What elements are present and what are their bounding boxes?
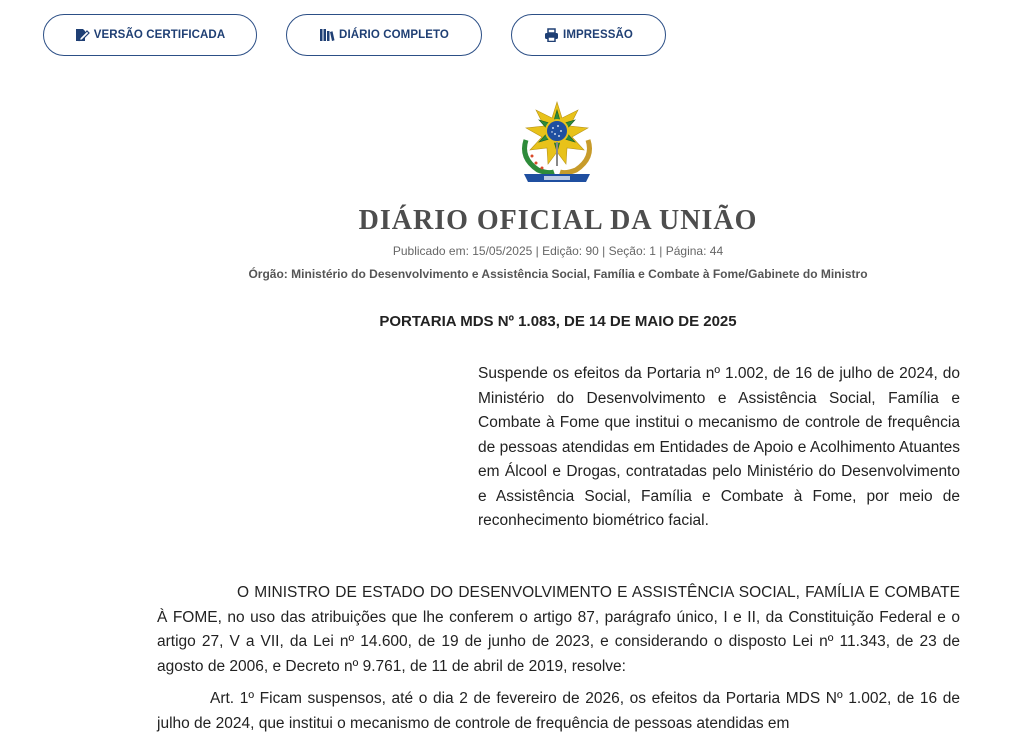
masthead bbox=[0, 203, 1024, 282]
certified-document-icon bbox=[75, 28, 90, 42]
certified-version-button[interactable] bbox=[43, 14, 257, 56]
ementa: Suspende os efeitos da Portaria nº 1.002, de 16 de julho de 2024, do Ministério do Desenvolvimento e Assistência Social, Família e Combate à Fome que institui o mecanismo de controle de frequência de pessoas atendidas em Entidades de Apoio e Acolhimento Atuantes em Álcool e Drogas, contratadas pelo Ministério do Desenvolvimento e Assistência Social, Família e Combate à Fome, por meio de reconhecimento biométrico facial. bbox=[478, 365, 960, 529]
orgao-line bbox=[0, 266, 1024, 282]
portaria-title: PORTARIA MDS Nº 1.083, DE 14 DE MAIO DE 2025 bbox=[379, 313, 737, 330]
print-button[interactable] bbox=[511, 14, 666, 56]
certified-version-label: VERSÃO CERTIFICADA bbox=[93, 29, 226, 41]
full-diary-button[interactable] bbox=[286, 14, 482, 56]
books-icon bbox=[319, 28, 335, 42]
print-label: IMPRESSÃO bbox=[563, 29, 633, 41]
full-diary-label: DIÁRIO COMPLETO bbox=[339, 29, 449, 41]
dou-title: DIÁRIO OFICIAL DA UNIÃO bbox=[358, 205, 758, 236]
brazil-coat-of-arms-icon bbox=[512, 100, 602, 188]
toolbar bbox=[43, 14, 666, 56]
orgao-label: Órgão: bbox=[248, 267, 288, 281]
article-1-paragraph: Art. 1º Ficam suspensos, até o dia 2 de fevereiro de 2026, os efeitos da Portaria MDS Nº 1.002, de 16 de julho de 2024, que institui o mecanismo de controle de frequência de pessoas atendidas em bbox=[157, 690, 960, 732]
orgao-value: Ministério do Desenvolvimento e Assistência Social, Família e Combate à Fome/Gabinete do Ministro bbox=[291, 267, 868, 281]
printer-icon bbox=[544, 28, 559, 42]
preamble-paragraph: O MINISTRO DE ESTADO DO DESENVOLVIMENTO E ASSISTÊNCIA SOCIAL, FAMÍLIA E COMBATE À FOME, no uso das atribuições que lhe conferem o artigo 87, parágrafo único, I e II, da Constituição Federal e o artigo 27, V a VII, da Lei nº 14.600, de 19 de junho de 2023, e considerando o disposto Lei nº 11.343, de 23 de agosto de 2006, e Decreto nº 9.761, de 11 de abril de 2019, resolve: bbox=[157, 584, 960, 675]
publication-info: Publicado em: 15/05/2025 | Edição: 90 | Seção: 1 | Página: 44 bbox=[392, 244, 724, 258]
